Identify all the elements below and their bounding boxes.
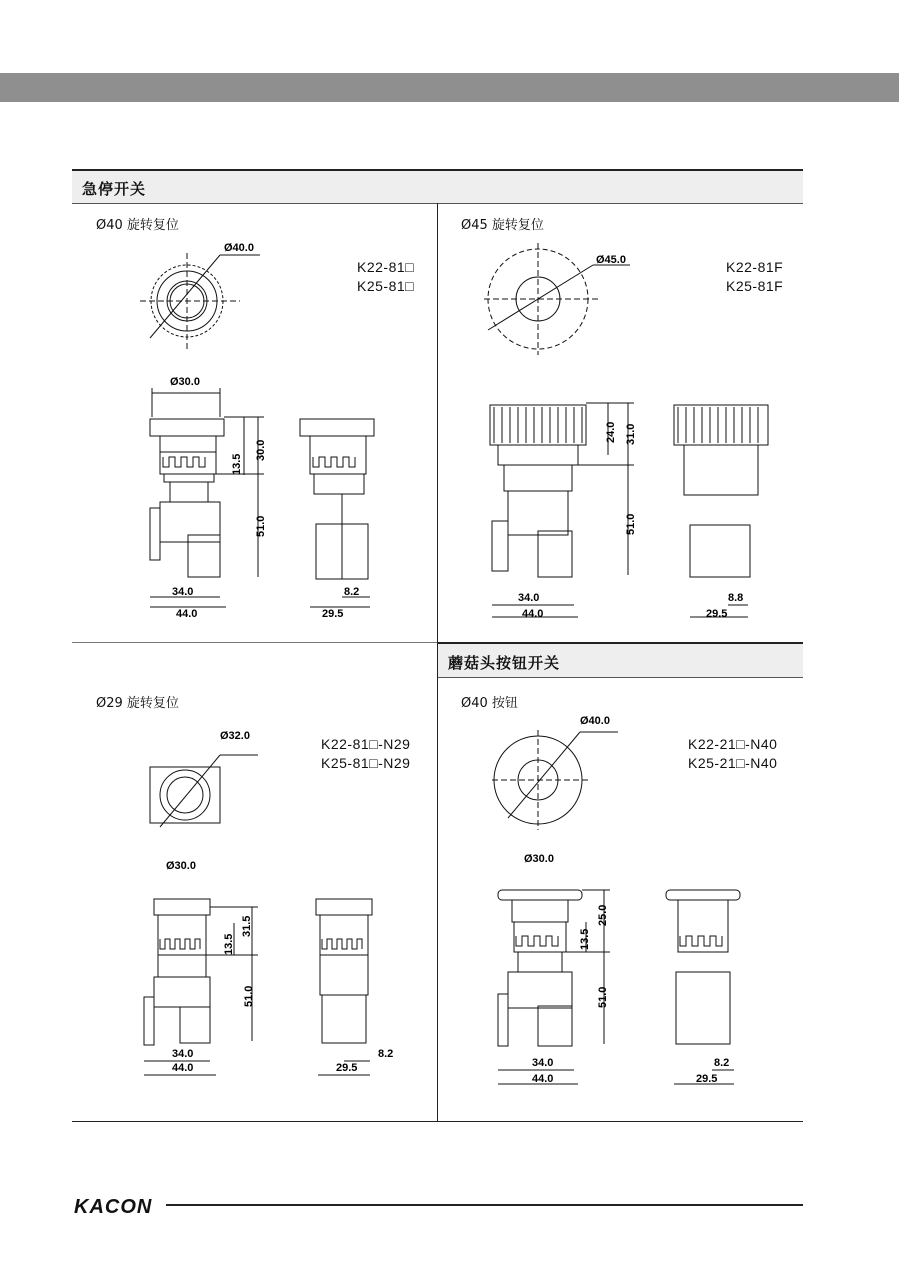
dim-w1: 34.0: [518, 592, 540, 604]
dim-h2: 25.0: [597, 904, 609, 926]
dim-w1: 34.0: [532, 1057, 554, 1069]
dim-w1: 34.0: [172, 1048, 194, 1060]
middle-rule-left: [72, 642, 437, 643]
model-code: K22-81□: [357, 259, 415, 275]
section-title-emergency-stop: 急停开关: [82, 180, 147, 198]
cell2-subtitle: Ø45 旋转复位: [461, 218, 544, 233]
model-code: K22-81□-N29: [321, 736, 411, 752]
dim-w1: 34.0: [172, 586, 194, 598]
dim-w2: 44.0: [522, 608, 544, 620]
dim-h1: 13.5: [579, 928, 591, 950]
dim-h2: 31.5: [241, 915, 253, 937]
dim-h3: 51.0: [243, 985, 255, 1007]
dim-h1: 13.5: [223, 933, 235, 955]
model-code: K22-21□-N40: [688, 736, 778, 752]
header-band: [0, 73, 899, 102]
model-code: K25-81□: [357, 278, 415, 294]
cell3-drawing: [130, 727, 400, 1082]
model-code: K25-81F: [726, 278, 784, 294]
dim-h2: 30.0: [255, 439, 267, 461]
dim-w4: 29.5: [322, 608, 344, 620]
cell3-subtitle: Ø29 旋转复位: [96, 696, 179, 711]
dim-top-diameter: Ø40.0: [224, 242, 254, 254]
dim-h3: 51.0: [597, 986, 609, 1008]
dim-w2: 44.0: [176, 608, 198, 620]
dim-w3: 8.2: [344, 586, 360, 598]
dim-top-diameter: Ø45.0: [596, 254, 626, 266]
dim-w2: 44.0: [172, 1062, 194, 1074]
dim-w4: 29.5: [706, 608, 728, 620]
dim-w4: 29.5: [696, 1073, 718, 1085]
footer-rule: [166, 1204, 803, 1206]
dim-w3: 8.8: [728, 592, 744, 604]
dim-h2: 31.0: [625, 423, 637, 445]
section-header-emergency-stop: [72, 171, 803, 204]
dim-h1: 24.0: [605, 421, 617, 443]
model-code: K25-81□-N29: [321, 755, 411, 771]
model-code: K25-21□-N40: [688, 755, 778, 771]
dim-w3: 8.2: [714, 1057, 730, 1069]
dim-w2: 44.0: [532, 1073, 554, 1085]
cell2-drawing: [478, 235, 778, 625]
dim-h1: 13.5: [231, 453, 243, 475]
dim-top-diameter: Ø32.0: [220, 730, 250, 742]
dim-w4: 29.5: [336, 1062, 358, 1074]
cell1-subtitle: Ø40 旋转复位: [96, 218, 179, 233]
dim-w3: 8.2: [378, 1048, 394, 1060]
section-title-mushroom: 蘑菇头按钮开关: [448, 654, 561, 672]
dim-side-diameter: Ø30.0: [170, 376, 200, 388]
dim-h3: 51.0: [625, 513, 637, 535]
dim-side-diameter: Ø30.0: [524, 853, 554, 865]
cell4-subtitle: Ø40 按钮: [461, 696, 518, 711]
dim-side-diameter: Ø30.0: [166, 860, 196, 872]
model-code: K22-81F: [726, 259, 784, 275]
kacon-logo: KACON: [74, 1196, 153, 1218]
cell4-drawing: [478, 710, 768, 1090]
dim-h3: 51.0: [255, 515, 267, 537]
frame-bottom-rule: [72, 1121, 803, 1122]
dim-top-diameter: Ø40.0: [580, 715, 610, 727]
cell1-drawing: [130, 235, 390, 625]
